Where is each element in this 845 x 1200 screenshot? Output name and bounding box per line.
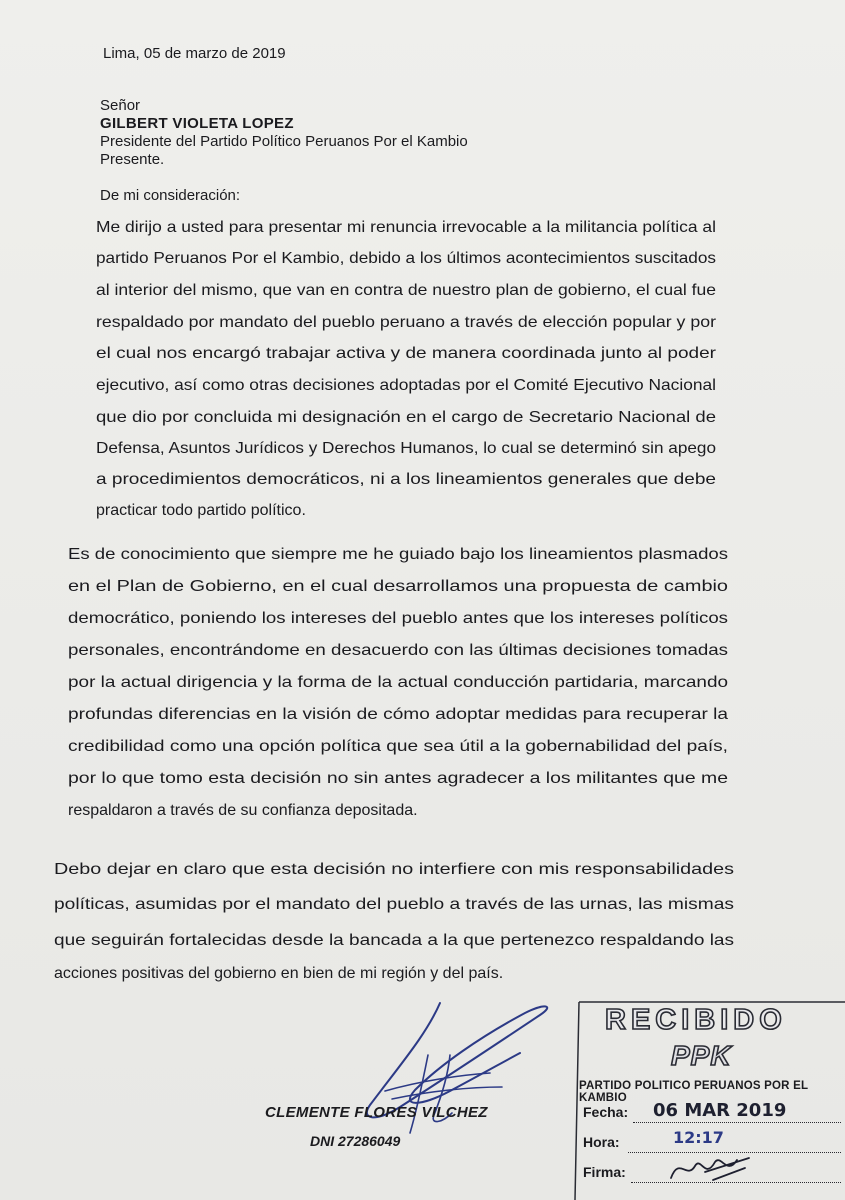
- paragraph-line: a procedimientos democráticos, ni a los lineamientos generales que debe: [96, 471, 717, 488]
- stamp-firma-field: [583, 1164, 626, 1180]
- paragraph-line: Me dirijo a usted para presentar mi renuncia irrevocable a la militancia política al: [96, 219, 716, 236]
- date-line: Lima, 05 de marzo de 2019: [103, 45, 286, 62]
- paragraph-line: por la actual dirigencia y la forma de la actual conducción partidaria, marcando: [68, 674, 729, 691]
- fecha-label: Fecha:: [583, 1104, 629, 1120]
- greeting: De mi consideración:: [100, 187, 241, 204]
- paragraph-line: por lo que tomo esta decisión no sin antes agradecer a los militantes que me: [68, 770, 728, 787]
- fecha-line: [633, 1122, 841, 1123]
- paragraph-line: partido Peruanos Por el Kambio, debido a los últimos acontecimientos suscitados: [96, 250, 716, 267]
- paragraph-line: Debo dejar en claro que esta decisión no interfiere con mis responsabilidades: [54, 861, 734, 878]
- paragraph-line: credibilidad como una opción política que sea útil a la gobernabilidad del país,: [68, 738, 728, 755]
- stamp-fecha-field: [583, 1104, 628, 1120]
- paragraph-line: políticas, asumidas por el mandato del pueblo a través de las urnas, las mismas: [54, 896, 734, 913]
- presente-line: Presente.: [100, 151, 165, 168]
- firma-scribble: [665, 1150, 755, 1190]
- paragraph-line: Defensa, Asuntos Jurídicos y Derechos Humanos, lo cual se determinó sin apego: [96, 440, 717, 457]
- paragraph-line: respaldaron a través de su confianza depositada.: [68, 802, 418, 819]
- stamp-hora-field: [583, 1134, 620, 1150]
- hora-handwritten: 12:17: [673, 1128, 724, 1147]
- ppk-logo: PPK: [671, 1040, 732, 1071]
- stamp-party-name: PARTIDO POLITICO PERUANOS POR EL KAMBIO: [579, 1080, 808, 1104]
- paragraph-line: ejecutivo, así como otras decisiones adoptadas por el Comité Ejecutivo Nacional: [96, 377, 717, 394]
- paragraph-line: al interior del mismo, que van en contra de nuestro plan de gobierno, el cual fue: [96, 282, 716, 299]
- paragraph-line: que seguirán fortalecidas desde la bancada a la que pertenezco respaldando las: [54, 932, 735, 949]
- addressee-name: GILBERT VIOLETA LOPEZ: [100, 115, 294, 132]
- paragraph-line: acciones positivas del gobierno en bien de mi región y del país.: [54, 965, 504, 982]
- hora-label: Hora:: [583, 1134, 620, 1150]
- signatory-name: CLEMENTE FLORES VILCHEZ: [265, 1104, 488, 1121]
- paragraph-line: respaldado por mandato del pueblo peruano a través de elección popular y por: [96, 314, 716, 331]
- paragraph-line: personales, encontrándome en desacuerdo con las últimas decisiones tomadas: [68, 642, 729, 659]
- paragraph-line: profundas diferencias en la visión de cómo adoptar medidas para recuperar la: [68, 706, 728, 723]
- paragraph-line: que dio por concluida mi designación en el cargo de Secretario Nacional de: [96, 409, 717, 426]
- fecha-handwritten: 06 MAR 2019: [653, 1100, 787, 1121]
- paragraph-line: el cual nos encargó trabajar activa y de manera coordinada junto al poder: [96, 345, 717, 362]
- salutation: Señor: [100, 97, 141, 114]
- stamp-received-word: RECIBIDO: [605, 1004, 787, 1036]
- firma-label: Firma:: [583, 1164, 626, 1180]
- signatory-dni: DNI 27286049: [310, 1133, 401, 1149]
- paragraph-line: en el Plan de Gobierno, en el cual desarrollamos una propuesta de cambio: [68, 578, 728, 595]
- addressee-title: Presidente del Partido Político Peruanos Por el Kambio: [100, 133, 468, 150]
- paragraph-line: practicar todo partido político.: [96, 502, 306, 519]
- paragraph-line: democrático, poniendo los intereses del pueblo antes que los intereses políticos: [68, 610, 729, 627]
- paragraph-line: Es de conocimiento que siempre me he guiado bajo los lineamientos plasmados: [68, 546, 729, 563]
- reception-stamp: [573, 1000, 845, 1200]
